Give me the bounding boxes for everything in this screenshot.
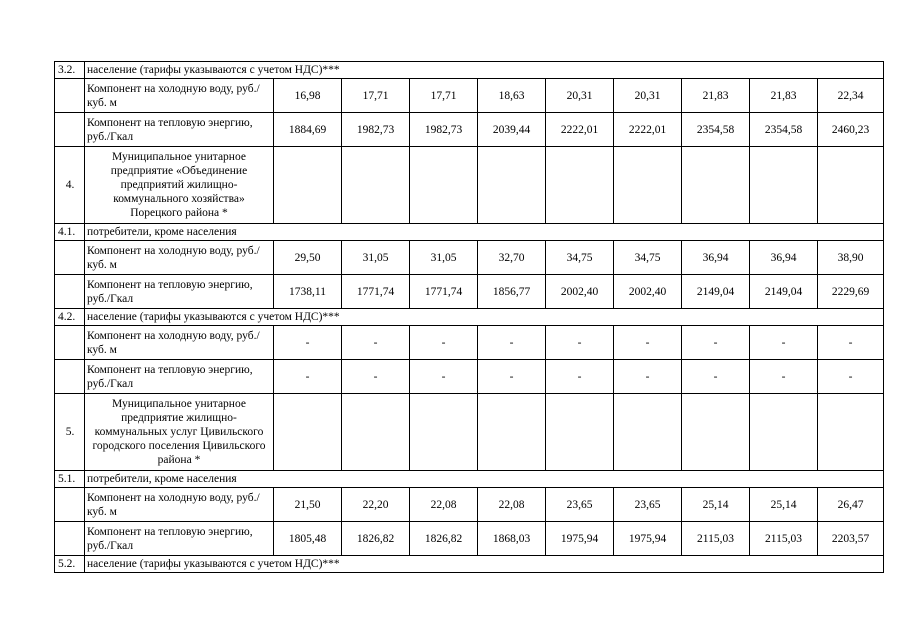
tariff-value: -: [546, 326, 614, 360]
row-code-empty: [55, 113, 85, 147]
component-label: Компонент на холодную воду, руб./куб. м: [85, 241, 274, 275]
empty-cell: [342, 394, 410, 471]
tariff-value: 2002,40: [614, 275, 682, 309]
tariff-value: 20,31: [546, 79, 614, 113]
tariff-value: 23,65: [546, 488, 614, 522]
tariff-value: 1975,94: [546, 522, 614, 556]
row-code-empty: [55, 488, 85, 522]
tariff-value: 25,14: [682, 488, 750, 522]
tariff-value: 32,70: [478, 241, 546, 275]
tariff-value: 1884,69: [274, 113, 342, 147]
tariff-value: 1826,82: [342, 522, 410, 556]
tariff-table: [54, 61, 884, 573]
tariff-value: -: [750, 360, 818, 394]
tariff-value: 18,63: [478, 79, 546, 113]
empty-cell: [274, 147, 342, 224]
tariff-value: 1856,77: [478, 275, 546, 309]
row-code: 5.: [55, 394, 85, 471]
tariff-value: 21,50: [274, 488, 342, 522]
tariff-value: 2002,40: [546, 275, 614, 309]
component-label: Компонент на тепловую энергию, руб./Гкал: [85, 113, 274, 147]
empty-cell: [750, 147, 818, 224]
tariff-value: 36,94: [750, 241, 818, 275]
tariff-value: -: [274, 360, 342, 394]
tariff-value: 36,94: [682, 241, 750, 275]
component-row: [55, 275, 884, 309]
tariff-value: -: [478, 360, 546, 394]
row-code-empty: [55, 522, 85, 556]
row-code-empty: [55, 275, 85, 309]
component-label: Компонент на тепловую энергию, руб./Гкал: [85, 360, 274, 394]
tariff-value: -: [818, 360, 884, 394]
tariff-value: -: [818, 326, 884, 360]
tariff-value: 2203,57: [818, 522, 884, 556]
component-label: Компонент на холодную воду, руб./куб. м: [85, 326, 274, 360]
tariff-value: 38,90: [818, 241, 884, 275]
empty-cell: [274, 394, 342, 471]
section-label: население (тарифы указываются с учетом НДС)***: [85, 556, 884, 573]
empty-cell: [410, 394, 478, 471]
tariff-value: 2460,23: [818, 113, 884, 147]
section-row: [55, 556, 884, 573]
row-code-empty: [55, 360, 85, 394]
tariff-value: 25,14: [750, 488, 818, 522]
tariff-value: 2039,44: [478, 113, 546, 147]
tariff-value: -: [274, 326, 342, 360]
component-row: [55, 113, 884, 147]
empty-cell: [478, 394, 546, 471]
tariff-value: 31,05: [410, 241, 478, 275]
row-code: 5.2.: [55, 556, 85, 573]
tariff-value: 1771,74: [342, 275, 410, 309]
empty-cell: [682, 394, 750, 471]
tariff-value: 2115,03: [750, 522, 818, 556]
tariff-value: 1975,94: [614, 522, 682, 556]
empty-cell: [546, 394, 614, 471]
tariff-value: -: [682, 326, 750, 360]
tariff-value: 31,05: [342, 241, 410, 275]
tariff-value: -: [410, 326, 478, 360]
organization-row: [55, 394, 884, 471]
component-row: [55, 326, 884, 360]
row-code: 3.2.: [55, 62, 85, 79]
tariff-value: -: [614, 326, 682, 360]
tariff-value: 1771,74: [410, 275, 478, 309]
section-label: потребители, кроме населения: [85, 224, 884, 241]
component-row: [55, 488, 884, 522]
row-code: 5.1.: [55, 471, 85, 488]
tariff-value: 22,08: [478, 488, 546, 522]
tariff-value: -: [750, 326, 818, 360]
section-label: население (тарифы указываются с учетом НДС)***: [85, 309, 884, 326]
row-code: 4.2.: [55, 309, 85, 326]
component-label: Компонент на тепловую энергию, руб./Гкал: [85, 275, 274, 309]
organization-name: Муниципальное унитарное предприятие жилищно-коммунальных услуг Цивильского городского поселения Цивильского района *: [85, 394, 274, 471]
section-label: потребители, кроме населения: [85, 471, 884, 488]
tariff-value: 2222,01: [546, 113, 614, 147]
organization-row: [55, 147, 884, 224]
tariff-value: 22,20: [342, 488, 410, 522]
component-row: [55, 522, 884, 556]
table-body: [55, 62, 884, 573]
tariff-value: 17,71: [342, 79, 410, 113]
tariff-value: 26,47: [818, 488, 884, 522]
empty-cell: [818, 394, 884, 471]
component-row: [55, 360, 884, 394]
tariff-value: -: [410, 360, 478, 394]
tariff-value: -: [478, 326, 546, 360]
section-row: [55, 224, 884, 241]
empty-cell: [614, 147, 682, 224]
tariff-value: 2149,04: [750, 275, 818, 309]
tariff-value: 17,71: [410, 79, 478, 113]
tariff-value: 23,65: [614, 488, 682, 522]
row-code-empty: [55, 326, 85, 360]
tariff-value: 2149,04: [682, 275, 750, 309]
tariff-value: 1826,82: [410, 522, 478, 556]
tariff-value: -: [342, 360, 410, 394]
empty-cell: [342, 147, 410, 224]
empty-cell: [614, 394, 682, 471]
component-label: Компонент на холодную воду, руб./куб. м: [85, 488, 274, 522]
row-code: 4.1.: [55, 224, 85, 241]
empty-cell: [818, 147, 884, 224]
empty-cell: [682, 147, 750, 224]
empty-cell: [546, 147, 614, 224]
section-label: население (тарифы указываются с учетом НДС)***: [85, 62, 884, 79]
component-row: [55, 79, 884, 113]
tariff-value: 20,31: [614, 79, 682, 113]
empty-cell: [410, 147, 478, 224]
tariff-value: 21,83: [750, 79, 818, 113]
tariff-value: 2229,69: [818, 275, 884, 309]
tariff-value: 2222,01: [614, 113, 682, 147]
tariff-value: 16,98: [274, 79, 342, 113]
tariff-value: -: [342, 326, 410, 360]
tariff-value: 2115,03: [682, 522, 750, 556]
section-row: [55, 309, 884, 326]
tariff-value: -: [546, 360, 614, 394]
row-code: 4.: [55, 147, 85, 224]
tariff-value: 1805,48: [274, 522, 342, 556]
tariff-value: 1738,11: [274, 275, 342, 309]
empty-cell: [478, 147, 546, 224]
tariff-value: 2354,58: [750, 113, 818, 147]
tariff-value: 21,83: [682, 79, 750, 113]
component-row: [55, 241, 884, 275]
tariff-value: 1868,03: [478, 522, 546, 556]
section-row: [55, 62, 884, 79]
tariff-value: 1982,73: [342, 113, 410, 147]
tariff-value: -: [614, 360, 682, 394]
row-code-empty: [55, 241, 85, 275]
tariff-value: 34,75: [614, 241, 682, 275]
empty-cell: [750, 394, 818, 471]
tariff-value: 1982,73: [410, 113, 478, 147]
tariff-value: 34,75: [546, 241, 614, 275]
tariff-value: 29,50: [274, 241, 342, 275]
row-code-empty: [55, 79, 85, 113]
section-row: [55, 471, 884, 488]
tariff-value: 22,34: [818, 79, 884, 113]
tariff-value: 22,08: [410, 488, 478, 522]
component-label: Компонент на тепловую энергию, руб./Гкал: [85, 522, 274, 556]
tariff-value: -: [682, 360, 750, 394]
tariff-value: 2354,58: [682, 113, 750, 147]
component-label: Компонент на холодную воду, руб./куб. м: [85, 79, 274, 113]
organization-name: Муниципальное унитарное предприятие «Объединение предприятий жилищно-коммунального хозяйства» Порецкого района *: [85, 147, 274, 224]
